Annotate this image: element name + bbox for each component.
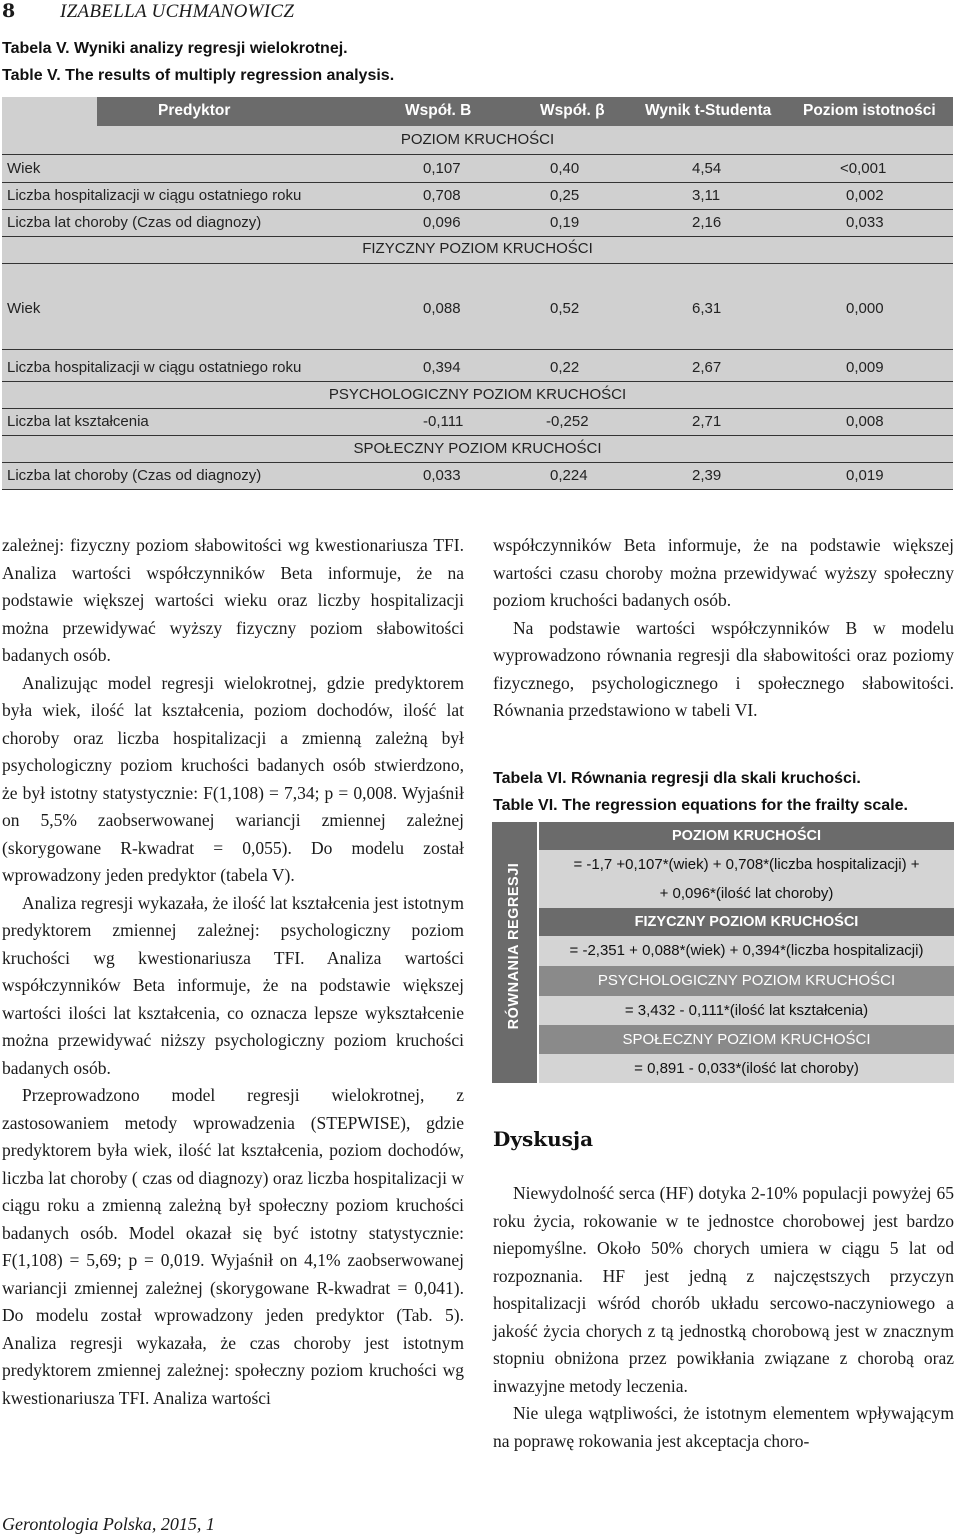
table-cell: 0,708 <box>423 187 461 204</box>
table5-caption-en: Table V. The results of multiply regression analysis. <box>2 67 395 84</box>
table-cell: Liczba hospitalizacji w ciągu ostatniego roku <box>7 359 302 376</box>
table-cell: 0,40 <box>550 160 580 177</box>
section-heading: Dyskusja <box>493 1127 594 1151</box>
paragraph: Na podstawie wartości współczynników B w modelu wyprowadzono równania regresji dla słabowitości oraz poziomy fizycznego, psychologicznego i społecznego słabowitości. Równania przedstawiono w tabeli VI. <box>493 617 954 720</box>
table-cell: Liczba hospitalizacji w ciągu ostatniego roku <box>7 187 302 204</box>
section-title: SPOŁECZNY POZIOM KRUCHOŚCI <box>353 440 602 457</box>
table-cell: 2,71 <box>692 413 722 430</box>
table-cell: 0,25 <box>550 187 580 204</box>
table-cell: 2,67 <box>692 359 722 376</box>
table-header <box>97 97 953 126</box>
block-title: FIZYCZNY POZIOM KRUCHOŚCI <box>539 908 954 936</box>
section-title: PSYCHOLOGICZNY POZIOM KRUCHOŚCI <box>328 386 627 403</box>
block-title: SPOŁECZNY POZIOM KRUCHOŚCI <box>539 1025 954 1054</box>
running-head: IZABELLA UCHMANOWICZ <box>60 1 295 22</box>
table-cell: 4,54 <box>692 160 722 177</box>
table-cell: Wiek <box>7 300 41 317</box>
table-cell: 0,19 <box>550 214 580 231</box>
equation-line: = -1,7 +0,107*(wiek) + 0,708*(liczba hospitalizacji) + <box>539 850 954 880</box>
table-cell: 3,11 <box>692 187 721 204</box>
table-cell: -0,252 <box>546 413 589 430</box>
page-number: 8 <box>2 0 16 22</box>
table-cell: 0,088 <box>423 300 461 317</box>
table6-caption-en: Table VI. The regression equations for the frailty scale. <box>493 797 908 814</box>
table-cell: 0,019 <box>846 467 884 484</box>
table-cell: Liczba lat choroby (Czas od diagnozy) <box>7 214 262 231</box>
paragraph: Przeprowadzono model regresji wielokrotnej, z zastosowaniem metody wprowadzenia (STEPWISE), gdzie predyktorem była wiek, ilość lat kształcenia, poziom dochodów, liczba lat choroby ( czas od diagnozy) oraz liczba hospitalizacji w ciągu roku a zmienną zależną był społeczny poziom kruchości badanych osób. Model okazał się być istotny statystycznie: F(1,108) = 5,69; p = 0,019. Wyjaśnił on 4,1% zaobserwowanej wariancji zmiennej zależnej (skorygowane R-kwadrat = 0,041). Do modelu został wprowadzony jeden predyktor (Tab. 5). Analiza regresji wykazała, że czas choroby jest istotnym predyktorem zmiennej zależnej: społeczny poziom kruchości wg kwestionariusza TFI. Analiza wartości <box>2 1085 464 1408</box>
side-label: RÓWNANIA REGRESJI <box>506 862 522 1030</box>
paragraph: Analiza regresji wykazała, że ilość lat kształcenia jest istotnym predyktorem zmiennej zależnej: psychologiczny poziom kruchości wg kwestionariusza TFI. Analiza wartości współczynników Beta informuje, że na podstawie większej wartości ilości lat kształcenia, co oznacza lepsze wykształcenie można przewidywać niższy psychologiczny poziom kruchości badanych osób. <box>2 892 464 1078</box>
table-cell: 0,096 <box>423 214 461 231</box>
page-header <box>0 0 960 28</box>
table-cell: 0,000 <box>846 300 884 317</box>
equations-table <box>492 822 954 1083</box>
col-istotnosc: Poziom istotności <box>803 102 936 119</box>
side-band <box>492 822 537 1083</box>
right-column-top <box>493 532 954 725</box>
equation-line: = -2,351 + 0,088*(wiek) + 0,394*(liczba hospitalizacji) <box>539 936 954 966</box>
block-title: PSYCHOLOGICZNY POZIOM KRUCHOŚCI <box>539 966 954 996</box>
equation-line: + 0,096*(ilość lat choroby) <box>539 880 954 908</box>
col-wspol-b: Współ. B <box>405 102 472 119</box>
paragraph: Niewydolność serca (HF) dotyka 2-10% populacji powyżej 65 roku życia, rokowanie w te jednostce chorobowej jest bardzo niepomyślne. Około 50% chorych umiera w ciągu 5 lat od rozpoznania. HF jest jedną z najczęstszych przyczyn hospitalizacji wśród chorób układu sercowo-naczyniowego a jakość życia chorych z tą jednostką chorobową jest w znacznym stopniu obniżona przez powikłania związane z chorobą oraz inwazyjne metody leczenia. <box>493 1183 954 1396</box>
col-t-student: Wynik t-Studenta <box>645 102 772 119</box>
equation-line: = 0,891 - 0,033*(ilość lat choroby) <box>539 1054 954 1083</box>
table-cell: 6,31 <box>692 300 722 317</box>
paragraph: Nie ulega wątpliwości, że istotnym elementem wpływającym na poprawę rokowania jest akceptacja choro- <box>493 1403 954 1451</box>
col-predyktor: Predyktor <box>158 102 231 119</box>
section-title: POZIOM KRUCHOŚCI <box>400 131 555 148</box>
block-title: POZIOM KRUCHOŚCI <box>539 822 954 850</box>
table6-caption-pl: Tabela VI. Równania regresji dla skali kruchości. <box>493 770 861 787</box>
table5-caption-pl: Tabela V. Wyniki analizy regresji wielokrotnej. <box>2 40 348 57</box>
left-column <box>2 532 464 1412</box>
paragraph: zależnej: fizyczny poziom słabowitości wg kwestionariusza TFI. Analiza wartości współczynników Beta informuje, że na podstawie większej wartości wieku oraz liczby hospitalizacji można przewidywać wyższy fizyczny poziom słabowitości badanych osób. <box>2 535 464 665</box>
table-cell: 0,008 <box>846 413 884 430</box>
table-cell: Liczba lat choroby (Czas od diagnozy) <box>7 467 262 484</box>
table-cell: 0,033 <box>423 467 461 484</box>
table-cell: 0,107 <box>423 160 461 177</box>
table-cell: 0,394 <box>423 359 461 376</box>
table-cell: -0,111 <box>423 413 464 430</box>
table-cell: 0,224 <box>550 467 588 484</box>
paragraph: współczynników Beta informuje, że na podstawie większej wartości czasu choroby można przewidywać wyższy społeczny poziom kruchości badanych osób. <box>493 535 954 610</box>
table-cell: 0,002 <box>846 187 884 204</box>
col-wspol-beta: Współ. β <box>540 102 605 119</box>
equation-line: = 3,432 - 0,111*(ilość lat kształcenia) <box>539 996 954 1025</box>
section-title: FIZYCZNY POZIOM KRUCHOŚCI <box>362 240 593 257</box>
regression-table <box>2 97 953 490</box>
table-cell: 0,033 <box>846 214 884 231</box>
table-cell: 0,22 <box>550 359 580 376</box>
table-cell: 0,52 <box>550 300 580 317</box>
journal-footer: Gerontologia Polska, 2015, 1 <box>2 1514 215 1534</box>
table-cell: Liczba lat kształcenia <box>7 413 149 430</box>
table-cell: <0,001 <box>840 160 887 177</box>
paragraph: Analizując model regresji wielokrotnej, gdzie predyktorem była wiek, ilość lat kształcenia, poziom dochodów, ilość lat choroby oraz liczba hospitalizacji a zmienną zależną był psychologiczny poziom kruchości badanych osób stwierdzono, że był istotny statystycznie: F(1,108) = 7,34; p = 0,008. Wyjaśnił on 5,5% zaobserwowanej wariancji zmiennej zależnej (skorygowane R-kwadrat = 0,055). Do modelu został wprowadzony jeden predyktor (tabela V). <box>2 672 464 885</box>
table-cell: Wiek <box>7 160 41 177</box>
discussion-text <box>493 1180 954 1455</box>
table-cell: 2,16 <box>692 214 722 231</box>
table-cell: 0,009 <box>846 359 884 376</box>
table-cell: 2,39 <box>692 467 722 484</box>
